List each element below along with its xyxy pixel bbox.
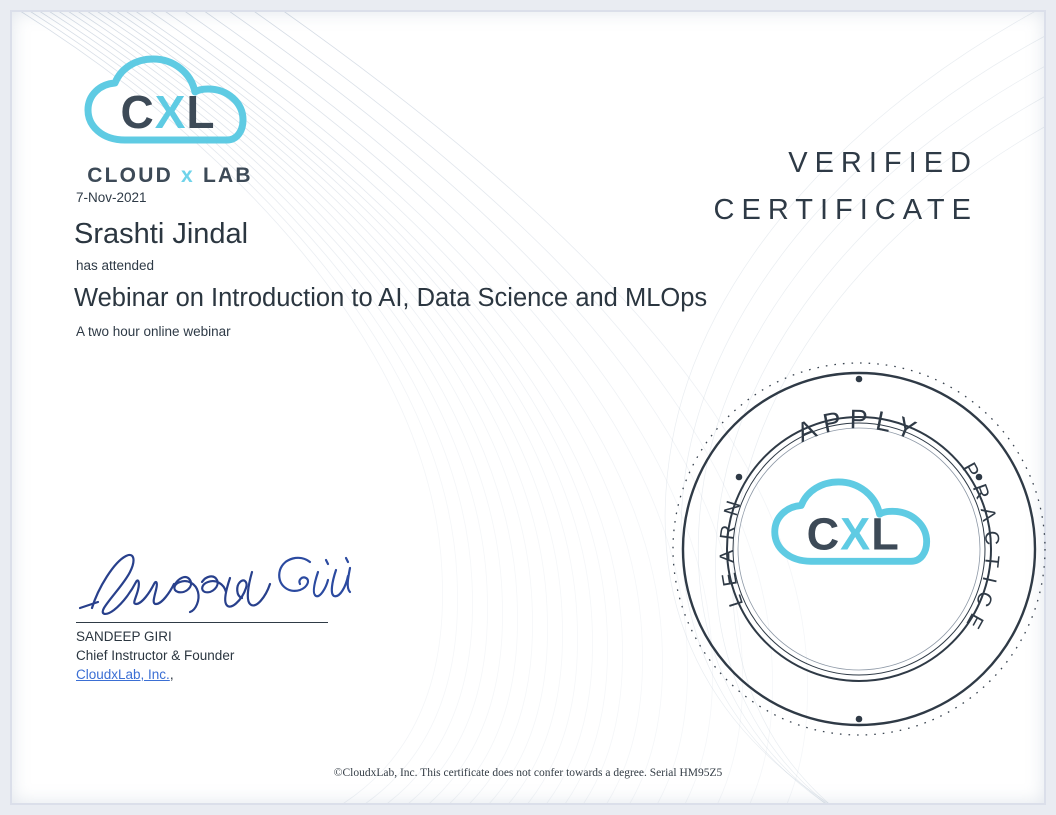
svg-text:APPLY: APPLY [792,404,927,449]
signatory-company [76,667,404,682]
svg-text:CXL: CXL [120,86,216,138]
signature-block [74,542,404,682]
issue-date: 7-Nov-2021 [76,190,147,205]
signature-rule [76,622,328,623]
certificate-content [12,12,1044,803]
svg-text:CXL: CXL [806,508,900,560]
footer-text: ©CloudxLab, Inc. This certificate does not confer towards a degree. Serial HM95Z5 [333,767,723,779]
logo-wordmark [76,164,264,188]
verified-certificate-heading [714,147,978,227]
attendance-label: has attended [76,258,155,273]
certificate-seal [667,357,1052,742]
svg-text:PRACTICE: PRACTICE [957,459,1004,640]
signatory-name: SANDEEP GIRI [76,629,172,644]
signatory-role: Chief Instructor & Founder [76,648,235,663]
svg-text:LEARN: LEARN [716,489,749,610]
logo-word-x: x [181,164,195,187]
cloudxlab-logo [76,54,276,188]
course-title: Webinar on Introduction to AI, Data Science and MLOps [74,284,708,312]
company-suffix: , [169,667,174,682]
recipient-name: Srashti Jindal [74,218,249,250]
logo-word-lab: LAB [202,164,253,187]
verified-line-2: CERTIFICATE [713,194,978,226]
cloud-logo-icon [76,54,264,162]
course-subtitle: A two hour online webinar [76,324,231,339]
logo-word-cloud: CLOUD [87,164,173,187]
verified-line-1: VERIFIED [788,147,978,179]
company-link[interactable]: CloudxLab, Inc. [76,667,170,682]
signature-image [74,542,404,622]
certificate-footer [12,767,1044,779]
